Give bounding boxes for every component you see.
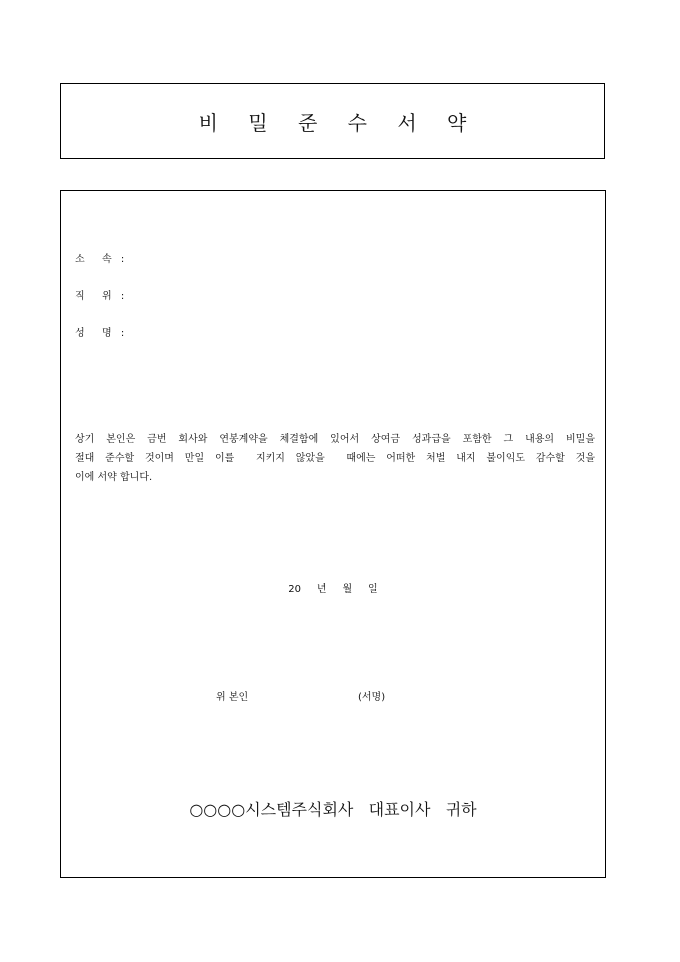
signature-note: (서명) <box>358 692 386 703</box>
recipient-line: ○○○○시스템주식회사 대표이사 귀하 <box>189 800 477 819</box>
title-box <box>60 83 605 159</box>
pledge-text <box>75 430 595 487</box>
affiliation-field: 소 속 : <box>75 254 126 265</box>
pledge-line: 절대 준수할 것이며 만일 이를 지키지 않았을 때에는 어떠한 처벌 내지 불이익도 감수할 것을 <box>75 453 595 464</box>
pledge-line: 이에 서약 합니다. <box>75 472 153 483</box>
pledge-body-box <box>60 190 606 878</box>
document-title: 비 밀 준 수 서 약 <box>198 110 479 135</box>
date-line: 20 년 월 일 <box>288 584 378 595</box>
position-field: 직 위 : <box>75 291 126 302</box>
pledge-line: 상기 본인은 금번 회사와 연봉계약을 체결함에 있어서 상여금 성과급을 포함한 그 내용의 비밀을 <box>75 434 595 445</box>
name-field: 성 명 : <box>75 328 126 339</box>
signature-label: 위 본인 <box>216 692 249 703</box>
